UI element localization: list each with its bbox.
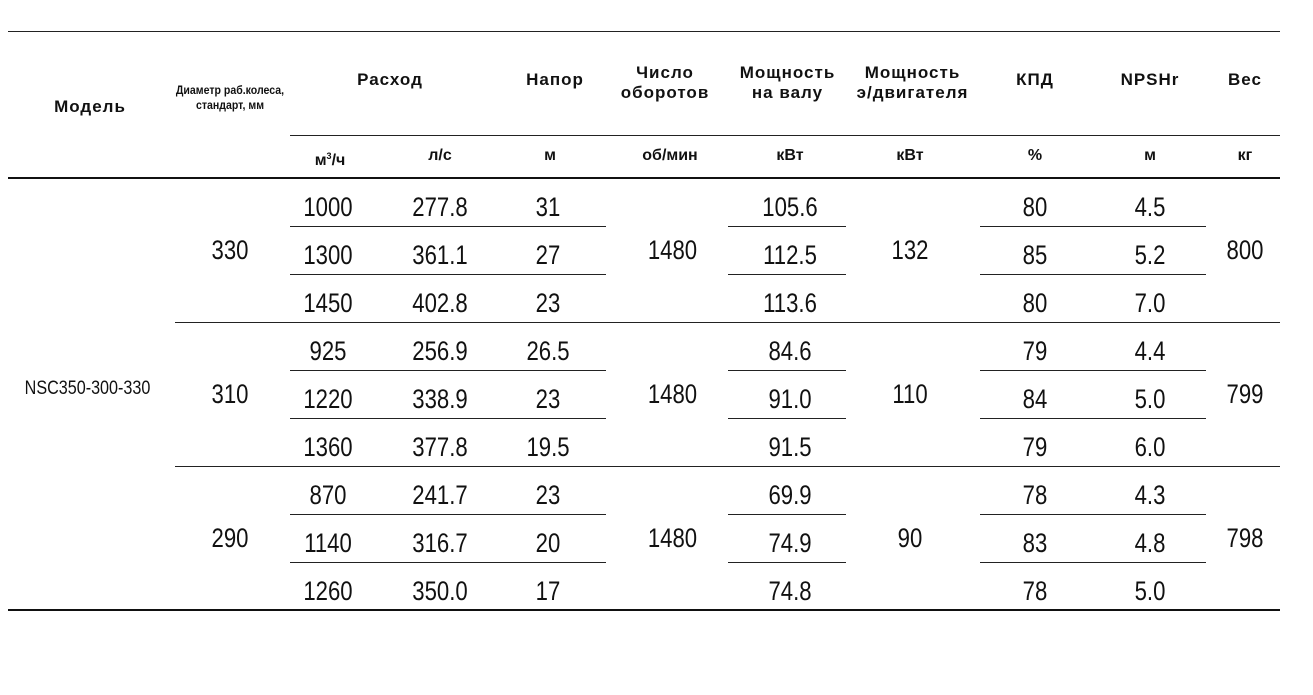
row-divider [290, 274, 606, 275]
cell-flow-m3h: 1000 [303, 192, 353, 222]
cell-shaft-power: 113.6 [763, 288, 817, 318]
row-divider [728, 418, 846, 419]
cell-npshr: 4.8 [1134, 528, 1166, 558]
row-divider [980, 226, 1206, 227]
group-weight: 799 [1226, 379, 1264, 409]
cell-head: 23 [535, 288, 561, 318]
cell-flow-m3h: 1220 [303, 384, 353, 414]
cell-head: 23 [535, 480, 561, 510]
cell-shaft-power: 91.5 [768, 432, 812, 462]
group-diameter: 330 [211, 235, 249, 265]
top-rule [8, 31, 1280, 32]
cell-efficiency: 83 [1022, 528, 1048, 558]
group-diameter: 310 [211, 379, 249, 409]
header-weight: Вес [1228, 70, 1262, 89]
group-motor-power: 132 [891, 235, 929, 265]
cell-shaft-power: 112.5 [763, 240, 817, 270]
row-divider [728, 274, 846, 275]
unit-flow-m3h: $м^3/ч$ [314, 151, 346, 169]
cell-flow-ls: 277.8 [412, 192, 468, 222]
cell-efficiency: 80 [1022, 288, 1048, 318]
group-weight: 798 [1226, 523, 1264, 553]
cell-efficiency: 78 [1022, 576, 1048, 606]
unit-head: м [544, 147, 556, 164]
unit-flow-ls: л/с [428, 147, 452, 164]
cell-flow-ls: 361.1 [412, 240, 468, 270]
cell-shaft-power: 84.6 [768, 336, 812, 366]
group-motor-power: 110 [892, 379, 928, 409]
header-diameter: Диаметр раб.колеса, стандарт, мм [175, 83, 285, 112]
cell-shaft-power: 69.9 [768, 480, 812, 510]
group-motor-power: 90 [897, 523, 923, 553]
row-divider [980, 274, 1206, 275]
row-divider [728, 370, 846, 371]
cell-head: 31 [535, 192, 561, 222]
cell-head: 23 [535, 384, 561, 414]
cell-flow-m3h: 1450 [303, 288, 353, 318]
header-motor-power: Мощность э/двигателя [856, 63, 969, 102]
row-divider [728, 226, 846, 227]
cell-shaft-power: 105.6 [762, 192, 818, 222]
header-flow: Расход [357, 70, 423, 89]
cell-efficiency: 84 [1022, 384, 1048, 414]
cell-flow-m3h: 1300 [303, 240, 353, 270]
header-shaft-power: Мощность на валу [739, 63, 836, 102]
cell-flow-ls: 377.8 [412, 432, 468, 462]
bottom-rule [8, 609, 1280, 611]
cell-flow-ls: 402.8 [412, 288, 468, 318]
unit-speed: об/мин [642, 147, 698, 164]
cell-flow-m3h: 870 [309, 480, 347, 510]
unit-motor-power: кВт [896, 147, 924, 164]
cell-flow-ls: 256.9 [412, 336, 468, 366]
cell-npshr: 4.5 [1134, 192, 1166, 222]
cell-efficiency: 80 [1022, 192, 1048, 222]
row-divider [728, 562, 846, 563]
header-head: Напор [526, 70, 584, 89]
row-divider [980, 562, 1206, 563]
group-weight: 800 [1226, 235, 1264, 265]
row-divider [728, 514, 846, 515]
row-divider [290, 226, 606, 227]
cell-flow-ls: 316.7 [412, 528, 468, 558]
cell-head: 17 [535, 576, 561, 606]
model-name: NSC350-300-330 [24, 378, 151, 399]
header-efficiency: КПД [1016, 70, 1054, 89]
unit-shaft-power: кВт [776, 147, 804, 164]
cell-flow-m3h: 1260 [303, 576, 353, 606]
cell-flow-m3h: 1140 [304, 528, 352, 558]
cell-shaft-power: 74.9 [768, 528, 812, 558]
cell-head: 19.5 [526, 432, 570, 462]
row-divider [980, 514, 1206, 515]
cell-npshr: 4.3 [1134, 480, 1166, 510]
header-model: Модель [54, 97, 126, 116]
group-speed: 1480 [647, 523, 698, 553]
unit-weight: кг [1237, 147, 1253, 164]
group-divider [175, 466, 1280, 467]
row-divider [980, 370, 1206, 371]
header-sub-rule [290, 135, 1280, 136]
group-speed: 1480 [647, 379, 698, 409]
cell-npshr: 5.2 [1134, 240, 1166, 270]
cell-flow-m3h: 925 [309, 336, 347, 366]
cell-efficiency: 79 [1022, 432, 1048, 462]
cell-efficiency: 79 [1022, 336, 1048, 366]
cell-efficiency: 85 [1022, 240, 1048, 270]
cell-head: 27 [535, 240, 561, 270]
cell-npshr: 4.4 [1134, 336, 1166, 366]
header-speed: Число оборотов [620, 63, 710, 102]
unit-npshr: м [1144, 147, 1156, 164]
cell-shaft-power: 74.8 [768, 576, 812, 606]
row-divider [290, 562, 606, 563]
cell-npshr: 7.0 [1134, 288, 1166, 318]
cell-flow-ls: 241.7 [412, 480, 468, 510]
row-divider [290, 418, 606, 419]
unit-efficiency: % [1027, 147, 1043, 164]
cell-shaft-power: 91.0 [768, 384, 812, 414]
row-divider [980, 418, 1206, 419]
cell-npshr: 5.0 [1134, 384, 1166, 414]
row-divider [290, 370, 606, 371]
group-speed: 1480 [647, 235, 698, 265]
cell-head: 26.5 [526, 336, 570, 366]
cell-efficiency: 78 [1022, 480, 1048, 510]
cell-npshr: 6.0 [1134, 432, 1166, 462]
header-bottom-rule [8, 177, 1280, 179]
row-divider [290, 514, 606, 515]
group-diameter: 290 [211, 523, 249, 553]
cell-flow-ls: 350.0 [412, 576, 468, 606]
header-npshr: NPSHr [1120, 70, 1180, 89]
group-divider [175, 322, 1280, 323]
cell-flow-m3h: 1360 [303, 432, 353, 462]
cell-head: 20 [535, 528, 561, 558]
cell-npshr: 5.0 [1134, 576, 1166, 606]
cell-flow-ls: 338.9 [412, 384, 468, 414]
